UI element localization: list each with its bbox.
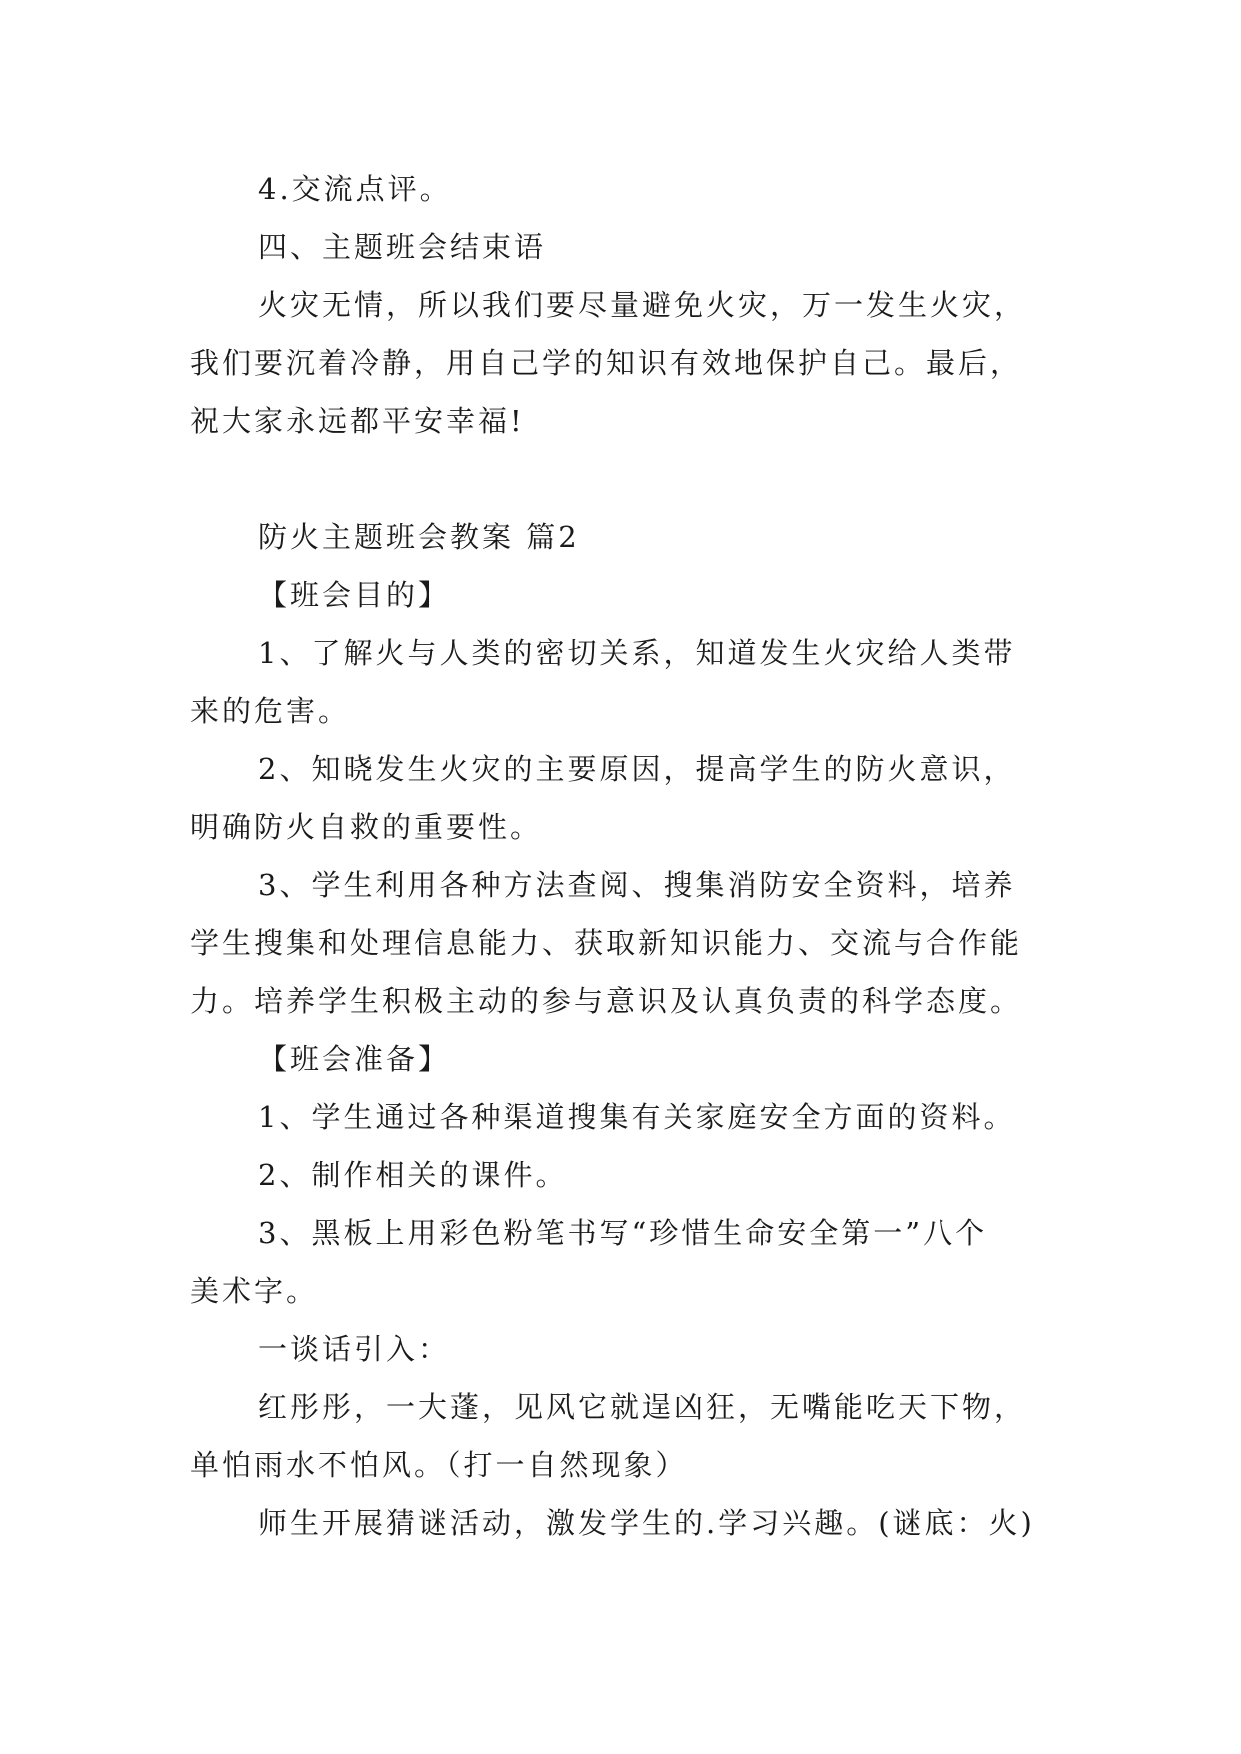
prep-3-line-2: 美术字。: [190, 1274, 319, 1308]
prep-2: 2、制作相关的课件。: [258, 1158, 568, 1192]
prep-3-line-1: 3、黑板上用彩色粉笔书写“珍惜生命安全第一”八个: [258, 1216, 988, 1250]
goal-3-line-1: 3、学生利用各种方法查阅、搜集消防安全资料，培养: [258, 868, 1016, 902]
riddle-line-2: 单怕雨水不怕风。（打一自然现象）: [190, 1448, 688, 1482]
goal-3-line-2: 学生搜集和处理信息能力、获取新知识能力、交流与合作能: [190, 926, 1023, 960]
riddle-line-1: 红彤彤，一大蓬，见风它就逞凶狂，无嘴能吃天下物，: [258, 1390, 1027, 1424]
activity-line: 师生开展猜谜活动，激发学生的.学习兴趣。(谜底：火): [258, 1506, 1035, 1540]
document-page: [190, 160, 1070, 1552]
goal-1-line-1: 1、了解火与人类的密切关系，知道发生火灾给人类带: [258, 636, 1016, 670]
closing-line-1: 火灾无情，所以我们要尽量避免火灾，万一发生火灾，: [258, 288, 1027, 322]
closing-line-3: 祝大家永远都平安幸福!: [190, 404, 525, 438]
prep-heading: 【班会准备】: [258, 1042, 451, 1076]
closing-line-2: 我们要沉着冷静，用自己学的知识有效地保护自己。最后，: [190, 346, 1023, 380]
goal-2-line-2: 明确防火自救的重要性。: [190, 810, 543, 844]
section-title: 防火主题班会教案 篇2: [258, 520, 580, 554]
item-4: 4.交流点评。: [258, 172, 452, 206]
section-gap: [190, 450, 1070, 508]
prep-1: 1、学生通过各种渠道搜集有关家庭安全方面的资料。: [258, 1100, 1016, 1134]
goal-2-line-1: 2、知晓发生火灾的主要原因，提高学生的防火意识，: [258, 752, 1016, 786]
goal-1-line-2: 来的危害。: [190, 694, 351, 728]
intro-heading: 一谈话引入：: [258, 1332, 451, 1366]
goal-3-line-3: 力。培养学生积极主动的参与意识及认真负责的科学态度。: [190, 984, 1023, 1018]
goal-heading: 【班会目的】: [258, 578, 451, 612]
heading-closing: 四、主题班会结束语: [258, 230, 547, 264]
